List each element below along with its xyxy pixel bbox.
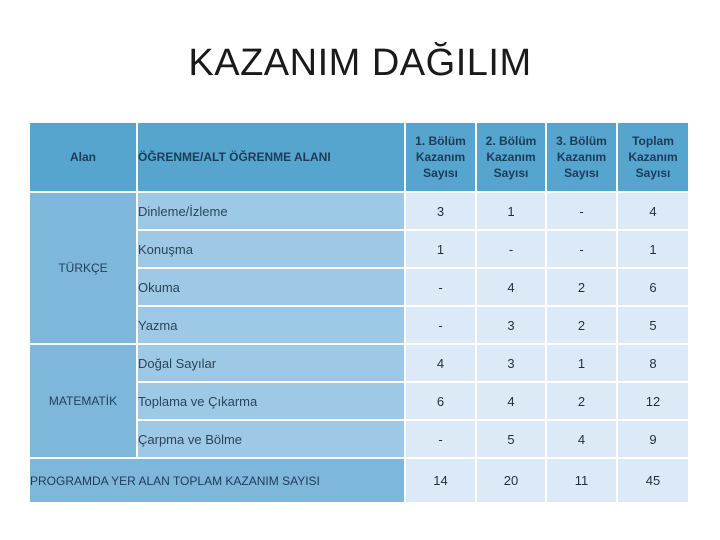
area-cell-matematik: MATEMATİK — [29, 344, 137, 458]
total-row-part1: 14 — [405, 458, 476, 503]
part1-cell: - — [405, 268, 476, 306]
part1-cell: 6 — [405, 382, 476, 420]
subarea-cell: Toplama ve Çıkarma — [137, 382, 405, 420]
total-cell: 6 — [617, 268, 689, 306]
part3-cell: - — [546, 192, 617, 230]
part1-cell: - — [405, 420, 476, 458]
total-row-total: 45 — [617, 458, 689, 503]
part2-cell: 3 — [476, 344, 546, 382]
header-total-line1: Toplam — [632, 134, 674, 148]
subarea-cell: Çarpma ve Bölme — [137, 420, 405, 458]
subarea-cell: Yazma — [137, 306, 405, 344]
part1-cell: 4 — [405, 344, 476, 382]
part3-cell: 4 — [546, 420, 617, 458]
header-part1-line3: Sayısı — [423, 166, 458, 180]
part3-cell: 1 — [546, 344, 617, 382]
header-part3-line2: Kazanım — [556, 150, 607, 164]
total-cell: 8 — [617, 344, 689, 382]
part2-cell: - — [476, 230, 546, 268]
header-part1 — [405, 122, 476, 192]
header-part3-line3: Sayısı — [564, 166, 599, 180]
header-part3 — [546, 122, 617, 192]
total-cell: 9 — [617, 420, 689, 458]
part2-cell: 4 — [476, 268, 546, 306]
subarea-cell: Konuşma — [137, 230, 405, 268]
header-part2 — [476, 122, 546, 192]
slide-title: KAZANIM DAĞILIM — [188, 42, 532, 84]
header-part2-line1: 2. Bölüm — [485, 134, 537, 148]
part3-cell: 2 — [546, 382, 617, 420]
header-area: Alan — [29, 122, 137, 192]
part2-cell: 1 — [476, 192, 546, 230]
total-row — [29, 458, 689, 503]
header-total — [617, 122, 689, 192]
total-row-part2: 20 — [476, 458, 546, 503]
header-part1-line1: 1. Bölüm — [415, 134, 466, 148]
part2-cell: 3 — [476, 306, 546, 344]
part3-cell: - — [546, 230, 617, 268]
area-cell-turkce: TÜRKÇE — [29, 192, 137, 344]
header-part3-line1: 3. Bölüm — [556, 134, 607, 148]
part3-cell: 2 — [546, 268, 617, 306]
table-row — [29, 192, 689, 230]
header-part1-line2: Kazanım — [415, 150, 466, 164]
total-row-part3: 11 — [546, 458, 617, 503]
kazanim-table — [28, 121, 690, 504]
header-part2-line3: Sayısı — [493, 166, 529, 180]
header-total-line2: Kazanım — [628, 150, 678, 164]
part2-cell: 5 — [476, 420, 546, 458]
subarea-cell: Dinleme/İzleme — [137, 192, 405, 230]
part1-cell: 3 — [405, 192, 476, 230]
header-row — [29, 122, 689, 192]
table-row — [29, 344, 689, 382]
header-subarea: ÖĞRENME/ALT ÖĞRENME ALANI — [137, 122, 405, 192]
total-cell: 5 — [617, 306, 689, 344]
subarea-cell: Okuma — [137, 268, 405, 306]
part1-cell: - — [405, 306, 476, 344]
header-part2-line2: Kazanım — [486, 150, 536, 164]
total-cell: 1 — [617, 230, 689, 268]
header-total-line3: Sayısı — [635, 166, 671, 180]
subarea-cell: Doğal Sayılar — [137, 344, 405, 382]
total-cell: 4 — [617, 192, 689, 230]
part3-cell: 2 — [546, 306, 617, 344]
total-row-label: PROGRAMDA YER ALAN TOPLAM KAZANIM SAYISI — [29, 458, 405, 503]
part1-cell: 1 — [405, 230, 476, 268]
part2-cell: 4 — [476, 382, 546, 420]
total-cell: 12 — [617, 382, 689, 420]
